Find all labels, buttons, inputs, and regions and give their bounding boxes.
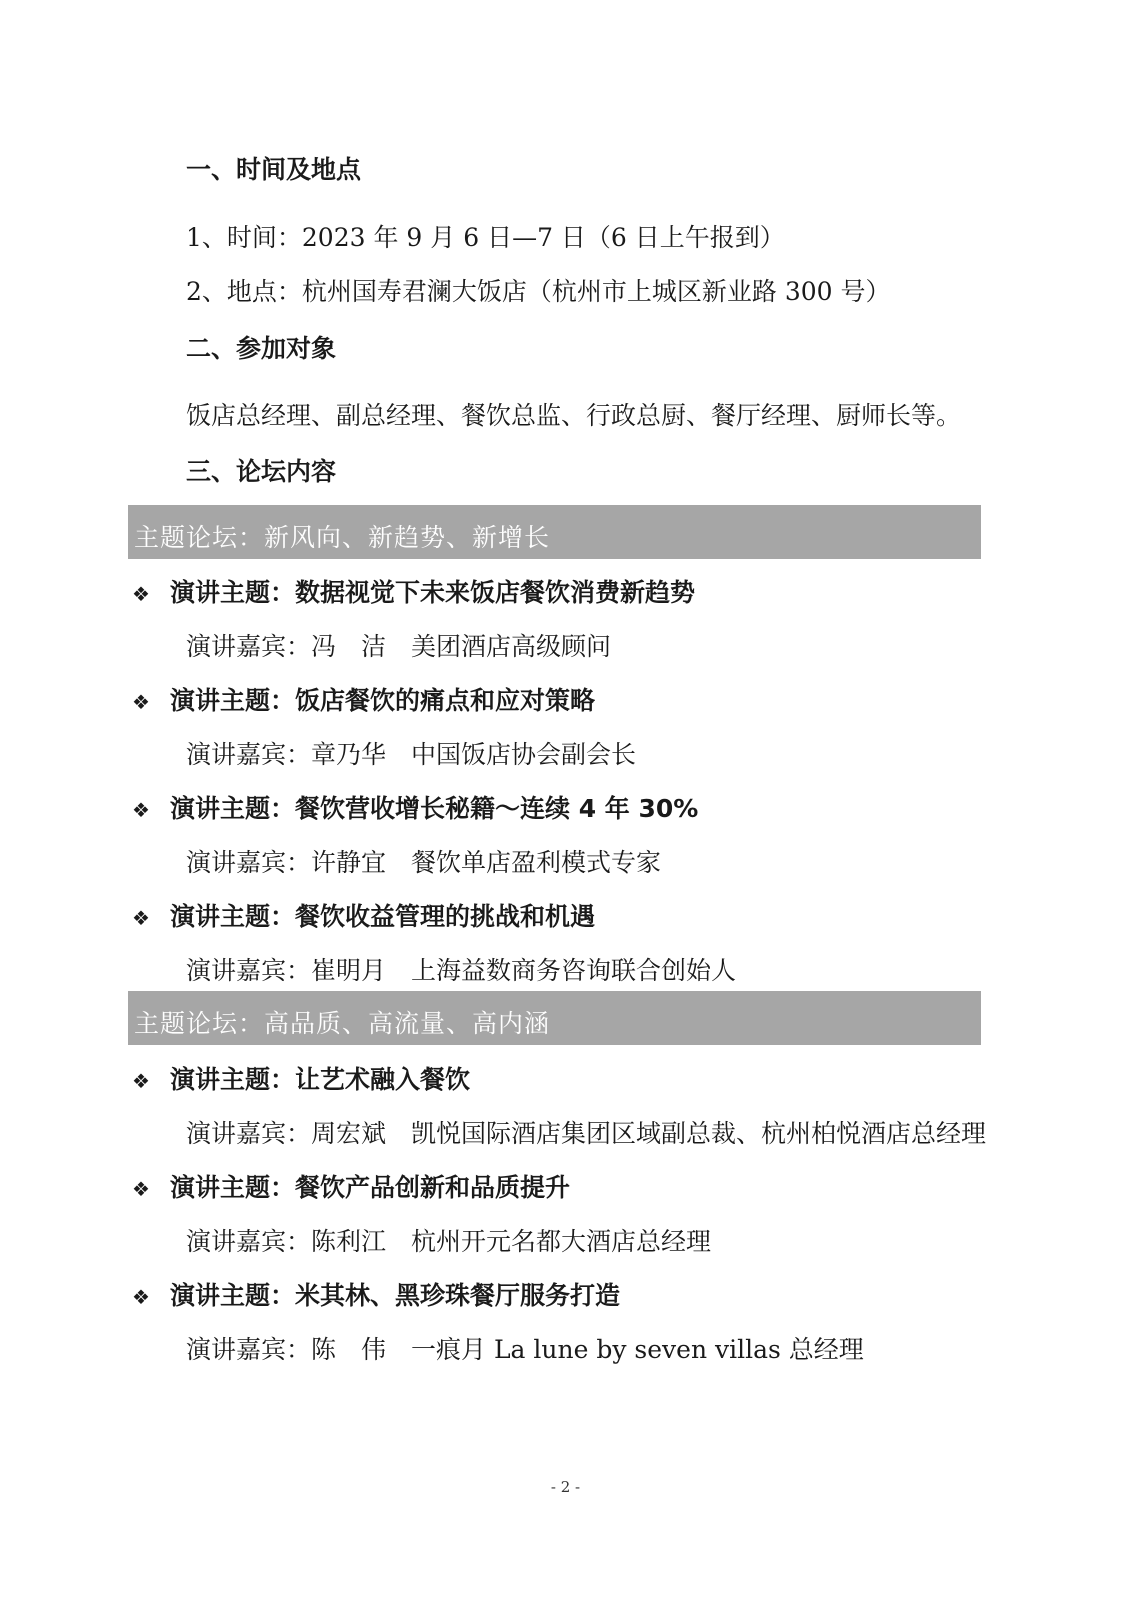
place-line: 2、地点：杭州国寿君澜大饭店（杭州市上城区新业路 300 号） [186,277,891,306]
talk-topic [132,1063,470,1098]
talk-topic-text: 演讲主题：饭店餐饮的痛点和应对策略 [170,686,596,715]
forum-title: 主题论坛：新风向、新趋势、新增长 [134,523,551,552]
page-number: - 2 - [550,1478,581,1496]
attendees-line: 饭店总经理、副总经理、餐饮总监、行政总厨、餐厅经理、厨师长等。 [186,401,962,430]
talk-guest: 演讲嘉宾：章乃华 中国饭店协会副会长 [186,740,637,769]
talk-topic-text: 演讲主题：让艺术融入餐饮 [170,1065,471,1094]
talk-topic [132,792,698,827]
talk-guest: 演讲嘉宾：许静宜 餐饮单店盈利模式专家 [186,848,662,877]
talk-guest: 演讲嘉宾：冯 洁 美团酒店高级顾问 [186,632,612,661]
talk-topic [132,1171,570,1206]
diamond-bullet-icon: ❖ [132,906,150,930]
diamond-bullet-icon: ❖ [132,1069,150,1093]
diamond-bullet-icon: ❖ [132,1285,150,1309]
forum-title: 主题论坛：高品质、高流量、高内涵 [134,1009,551,1038]
talk-topic [132,684,595,719]
talk-topic [132,576,695,611]
diamond-bullet-icon: ❖ [132,582,150,606]
time-line: 1、时间：2023 年 9 月 6 日—7 日（6 日上午报到） [186,223,785,252]
talk-guest: 演讲嘉宾：崔明月 上海益数商务咨询联合创始人 [186,956,737,985]
forum-banner [128,991,981,1045]
talk-topic-text: 演讲主题：餐饮收益管理的挑战和机遇 [170,902,596,931]
diamond-bullet-icon: ❖ [132,690,150,714]
forum-banner [128,505,981,559]
talk-topic-text: 演讲主题：数据视觉下未来饭店餐饮消费新趋势 [170,578,696,607]
talk-guest: 演讲嘉宾：周宏斌 凯悦国际酒店集团区域副总裁、杭州柏悦酒店总经理 [186,1119,987,1148]
section-heading-time-place: 一、时间及地点 [186,155,362,184]
talk-topic-text: 演讲主题：餐饮营收增长秘籍～连续 4 年 30% [170,794,699,823]
talk-topic-text: 演讲主题：米其林、黑珍珠餐厅服务打造 [170,1281,621,1310]
section-heading-forum: 三、论坛内容 [186,457,337,486]
talk-guest: 演讲嘉宾：陈 伟 一痕月 La lune by seven villas 总经理 [186,1335,864,1364]
section-heading-attendees: 二、参加对象 [186,334,337,363]
talk-topic-text: 演讲主题：餐饮产品创新和品质提升 [170,1173,571,1202]
talk-guest: 演讲嘉宾：陈利江 杭州开元名都大酒店总经理 [186,1227,712,1256]
talk-topic [132,1279,620,1314]
diamond-bullet-icon: ❖ [132,1177,150,1201]
diamond-bullet-icon: ❖ [132,798,150,822]
talk-topic [132,900,595,935]
